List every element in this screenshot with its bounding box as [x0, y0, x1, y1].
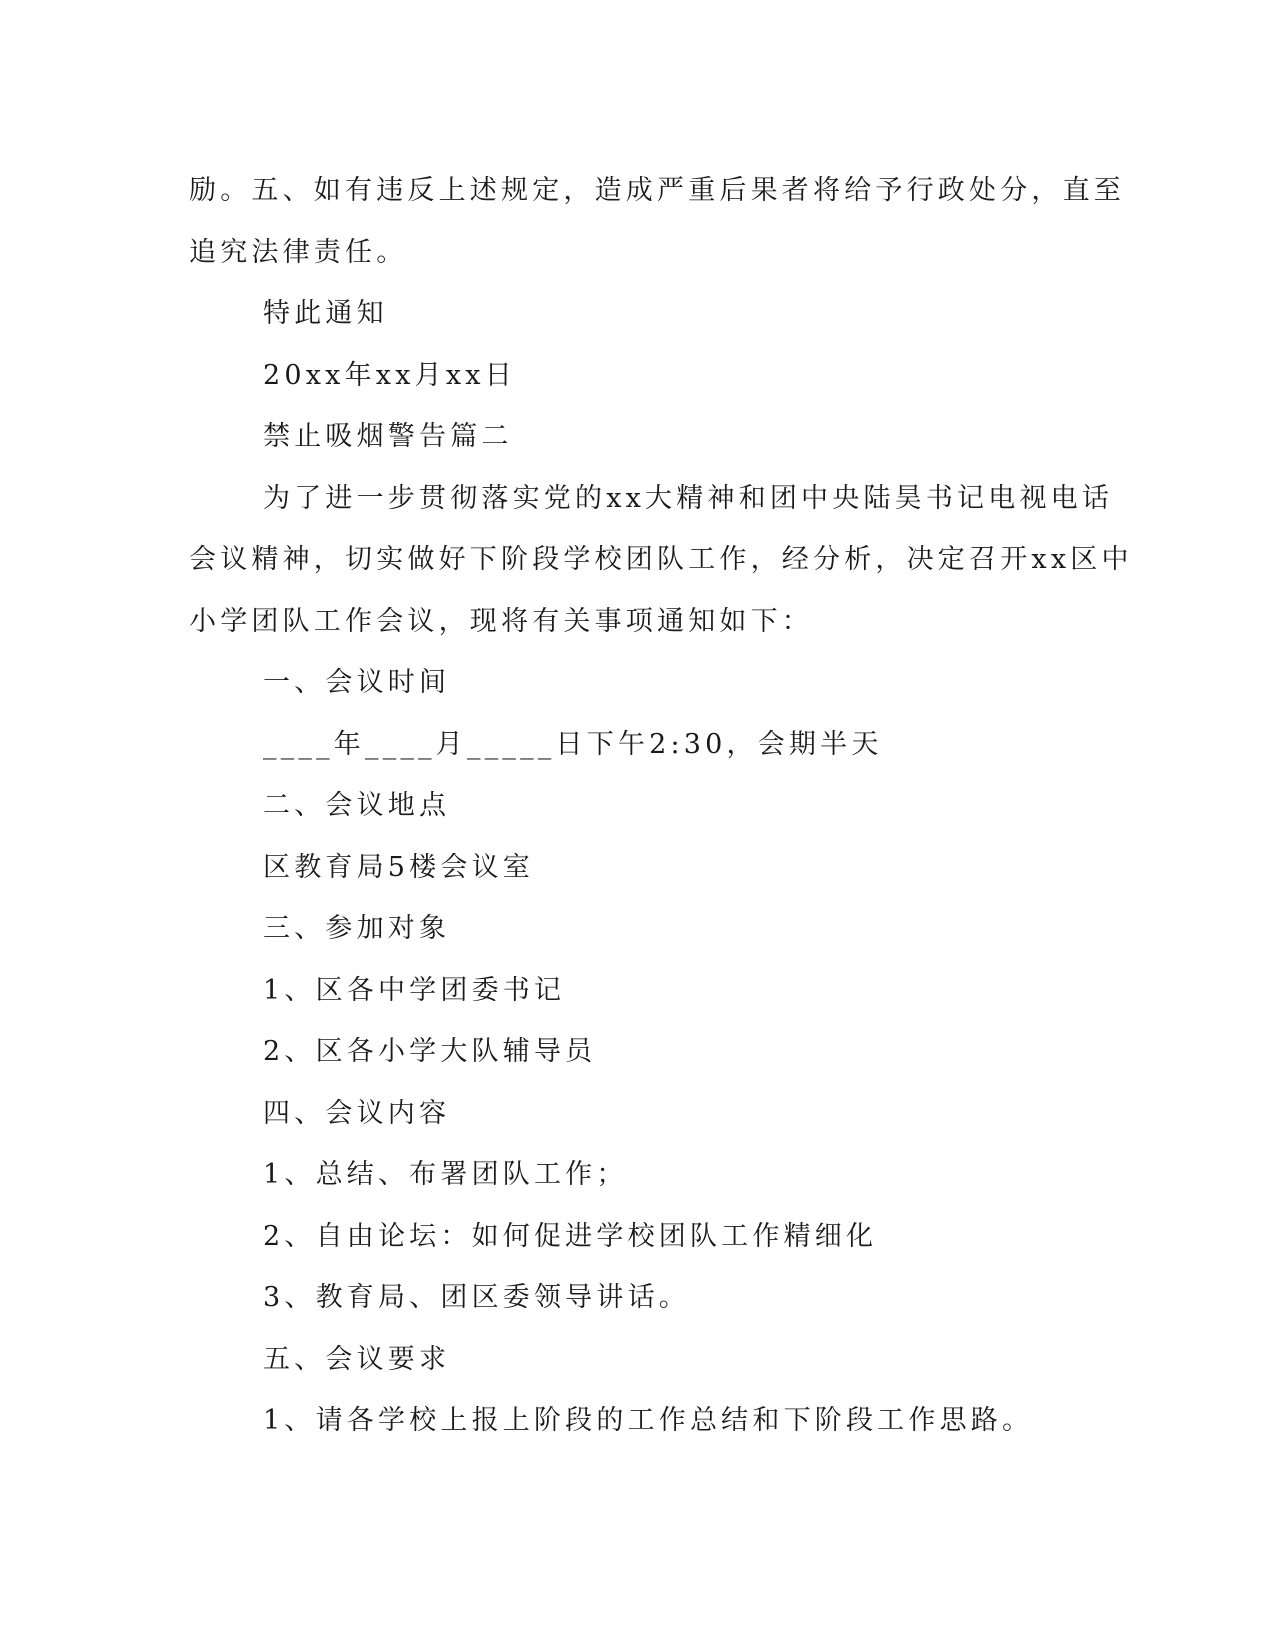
paragraph: 小学团队工作会议，现将有关事项通知如下：: [189, 605, 813, 637]
list-item: 1、区各中学团委书记: [263, 974, 566, 1006]
heading-participants: 三、参加对象: [263, 913, 451, 944]
list-item: 3、教育局、团区委领导讲话。: [263, 1282, 690, 1313]
paragraph: 会议精神，切实做好下阶段学校团队工作，经分析，决定召开xx区中: [189, 544, 1133, 575]
heading-meeting-requirements: 五、会议要求: [263, 1343, 451, 1375]
paragraph: 励。五、如有违反上述规定，造成严重后果者将给予行政处分，直至: [189, 175, 1125, 206]
list-item: 1、请各学校上报上阶段的工作总结和下阶段工作思路。: [263, 1405, 1034, 1436]
heading-meeting-time: 一、会议时间: [263, 667, 451, 698]
paragraph: 为了进一步贯彻落实党的xx大精神和团中央陆昊书记电视电话: [263, 482, 1114, 514]
meeting-place-value: 区教育局5楼会议室: [263, 851, 534, 883]
heading-meeting-place: 二、会议地点: [263, 790, 451, 821]
paragraph: 追究法律责任。: [189, 236, 408, 268]
closing-notice: 特此通知: [263, 298, 388, 329]
list-item: 2、自由论坛：如何促进学校团队工作精细化: [263, 1220, 878, 1252]
list-item: 1、总结、布署团队工作；: [263, 1159, 628, 1190]
section-title: 禁止吸烟警告篇二: [263, 421, 513, 452]
heading-meeting-content: 四、会议内容: [263, 1097, 451, 1129]
meeting-time-value: ____年____月_____日下午2:30，会期半天: [263, 728, 883, 760]
list-item: 2、区各小学大队辅导员: [263, 1036, 597, 1067]
date-line: 20xx年xx月xx日: [263, 359, 516, 391]
document-body: [189, 160, 1133, 1452]
